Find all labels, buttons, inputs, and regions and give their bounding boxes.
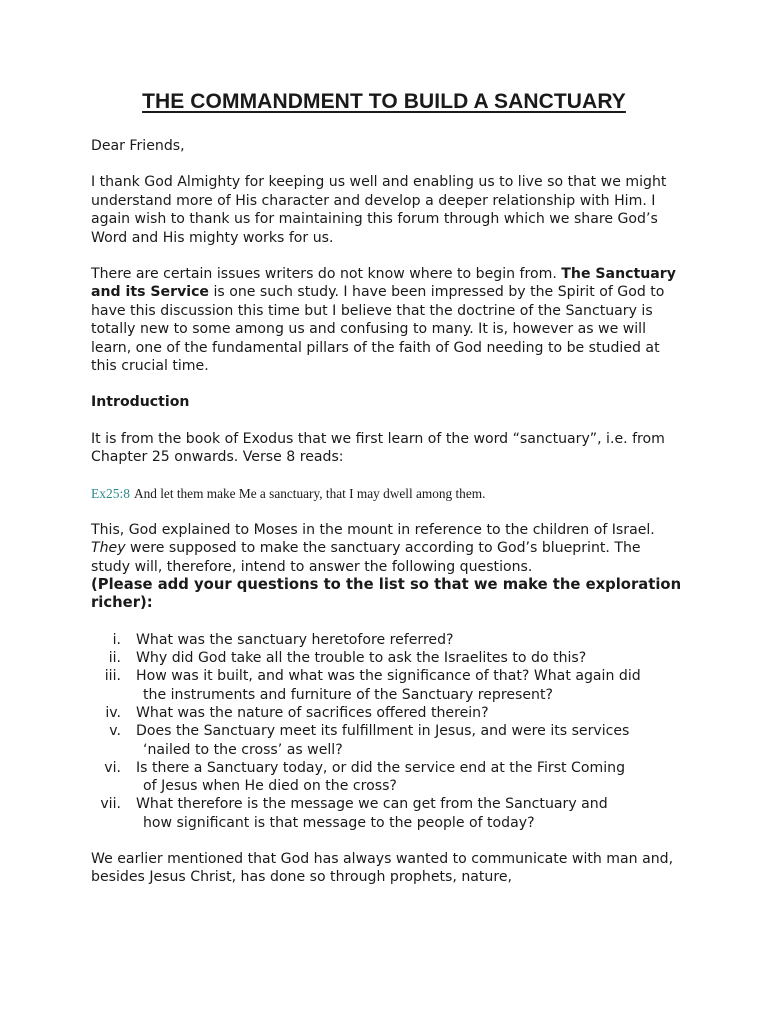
section-heading-introduction: Introduction xyxy=(91,394,190,411)
document-page xyxy=(91,90,683,887)
paragraph-text: were supposed to make the sanctuary according to God’s blueprint. The study will, therefore, intend to answer the following questions. xyxy=(91,540,641,575)
list-item-text: What was the sanctuary heretofore referred? xyxy=(136,631,454,648)
paragraph-text: is one such study. I have been impressed by the Spirit of God to have this discussion this time but I believe that the doctrine of the Sanctuary is totally new to some among us and confusing to many. It is, however as we will learn, one of the fundamental pillars of the faith of God needing to be studied at this crucial time. xyxy=(91,284,665,375)
list-item xyxy=(91,795,683,832)
list-item xyxy=(91,649,683,667)
list-item xyxy=(91,667,683,704)
list-item-continuation: the instruments and furniture of the Sanctuary represent? xyxy=(143,686,553,703)
list-numeral: vi. xyxy=(104,759,121,776)
salutation: Dear Friends, xyxy=(91,138,185,154)
paragraph-communication: We earlier mentioned that God has always wanted to communicate with man and, besides Jesus Christ, has done so through prophets, nature, xyxy=(91,850,674,886)
list-item-text: What was the nature of sacrifices offered therein? xyxy=(136,704,489,721)
list-numeral: v. xyxy=(109,723,121,740)
list-item-continuation: ‘nailed to the cross’ as well? xyxy=(143,741,343,758)
paragraph-sanctuary-intro xyxy=(91,265,683,375)
paragraph-text: This, God explained to Moses in the mount in reference to the children of Israel. xyxy=(91,521,655,538)
list-item-continuation: how significant is that message to the people of today? xyxy=(143,814,535,831)
paragraph-moses xyxy=(91,521,683,613)
list-item-text: How was it built, and what was the significance of that? What again did xyxy=(136,668,641,685)
verse-text: And let them make Me a sanctuary, that I may dwell among them. xyxy=(134,485,486,501)
scripture-quote xyxy=(91,485,683,503)
list-numeral: iii. xyxy=(104,668,121,685)
paragraph-text: There are certain issues writers do not know where to begin from. xyxy=(91,266,562,283)
bold-phrase: The Sanctuary and its Service xyxy=(91,266,676,301)
list-item-text: Is there a Sanctuary today, or did the service end at the First Coming xyxy=(136,759,626,776)
paragraph-exodus: It is from the book of Exodus that we first learn of the word “sanctuary”, i.e. from Chapter 25 onwards. Verse 8 reads: xyxy=(91,430,665,466)
list-item-text: What therefore is the message we can get from the Sanctuary and xyxy=(136,796,608,813)
list-item xyxy=(91,704,683,722)
list-item xyxy=(91,631,683,649)
list-numeral: ii. xyxy=(108,650,121,667)
list-numeral: i. xyxy=(112,631,121,648)
list-item xyxy=(91,722,683,759)
document-title: THE COMMANDMENT TO BUILD A SANCTUARY xyxy=(142,90,626,113)
questions-list xyxy=(91,631,683,832)
list-numeral: iv. xyxy=(105,704,121,721)
list-item-continuation: of Jesus when He died on the cross? xyxy=(143,778,397,795)
list-item-text: Does the Sanctuary meet its fulfillment in Jesus, and were its services xyxy=(136,723,630,740)
bold-request-note: (Please add your questions to the list so that we make the exploration richer): xyxy=(91,575,682,612)
list-item xyxy=(91,759,683,796)
italic-word: They xyxy=(91,540,126,557)
paragraph-thanks: I thank God Almighty for keeping us well and enabling us to live so that we might understand more of His character and develop a deeper relationship with Him. I again wish to thank us for maintaining this forum through which we share God’s Word and His mighty works for us. xyxy=(91,174,667,246)
list-numeral: vii. xyxy=(100,796,121,813)
list-item-text: Why did God take all the trouble to ask the Israelites to do this? xyxy=(136,650,587,667)
verse-reference: Ex25:8 xyxy=(91,485,130,501)
